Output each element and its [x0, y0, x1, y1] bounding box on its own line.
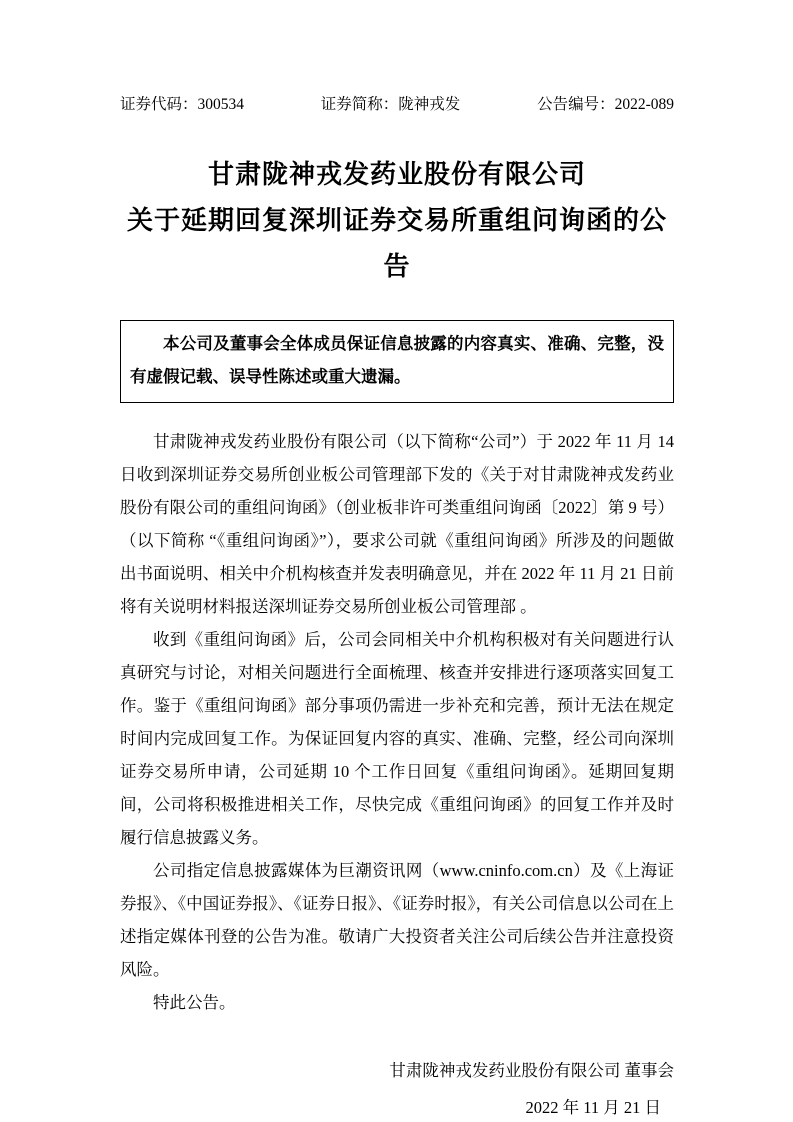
disclaimer-text: 本公司及董事会全体成员保证信息披露的内容真实、准确、完整，没有虚假记载、误导性陈述或重大遗漏。: [130, 334, 664, 386]
stock-code: 证券代码：300534: [120, 96, 245, 113]
document-header: [120, 94, 674, 116]
announcement-number: 公告编号：2022-089: [537, 96, 674, 113]
title-line-subject: 关于延期回复深圳证券交易所重组问询函的公告: [126, 206, 667, 281]
disclaimer-box: [120, 320, 674, 403]
closing-note: 特此公告。: [153, 993, 236, 1012]
signature-date: 2022 年 11 月 21 日: [525, 1098, 661, 1117]
body-paragraph-1: 甘肃陇神戎发药业股份有限公司（以下简称“公司”）于 2022 年 11 月 14 日收到深圳证券交易所创业板公司管理部下发的《关于对甘肃陇神戎发药业股份有限公司的重组问询函》（创业板非许可类重组问询函〔2022〕第 9 号）（以下简称 “《重组问询函》”），要求公司就《重组问询函》所涉及的问题做出书面说明、相关中介机构核查并发表明确意见，并在 2022 年 11 月 21 日前将有关说明材料报送深圳证券交易所创业板公司管理部 。: [120, 432, 674, 616]
body-paragraph-3: 公司指定信息披露媒体为巨潮资讯网（www.cninfo.com.cn）及《上海证券报》、《中国证券报》、《证券日报》、《证券时报》，有关公司信息以公司在上述指定媒体刊登的公告为准。敬请广大投资者关注公司后续公告并注意投资风险。: [120, 861, 674, 979]
document-body: [120, 425, 674, 1019]
signature-block: [120, 1052, 674, 1122]
title-line-company: 甘肃陇神戎发药业股份有限公司: [207, 160, 586, 189]
signature-company: 甘肃陇神戎发药业股份有限公司 董事会: [389, 1061, 674, 1080]
document-title: [120, 152, 674, 290]
body-paragraph-2: 收到《重组问询函》后，公司会同相关中介机构积极对有关问题进行认真研究与讨论，对相关问题进行全面梳理、核查并安排进行逐项落实回复工作。鉴于《重组问询函》部分事项仍需进一步补充和完善，预计无法在规定时间内完成回复工作。为保证回复内容的真实、准确、完整，经公司向深圳证券交易所申请，公司延期 10 个工作日回复《重组问询函》。延期回复期间，公司将积极推进相关工作，尽快完成《重组问询函》的回复工作并及时履行信息披露义务。: [120, 630, 674, 847]
stock-name: 证券简称：陇神戎发: [320, 96, 461, 113]
